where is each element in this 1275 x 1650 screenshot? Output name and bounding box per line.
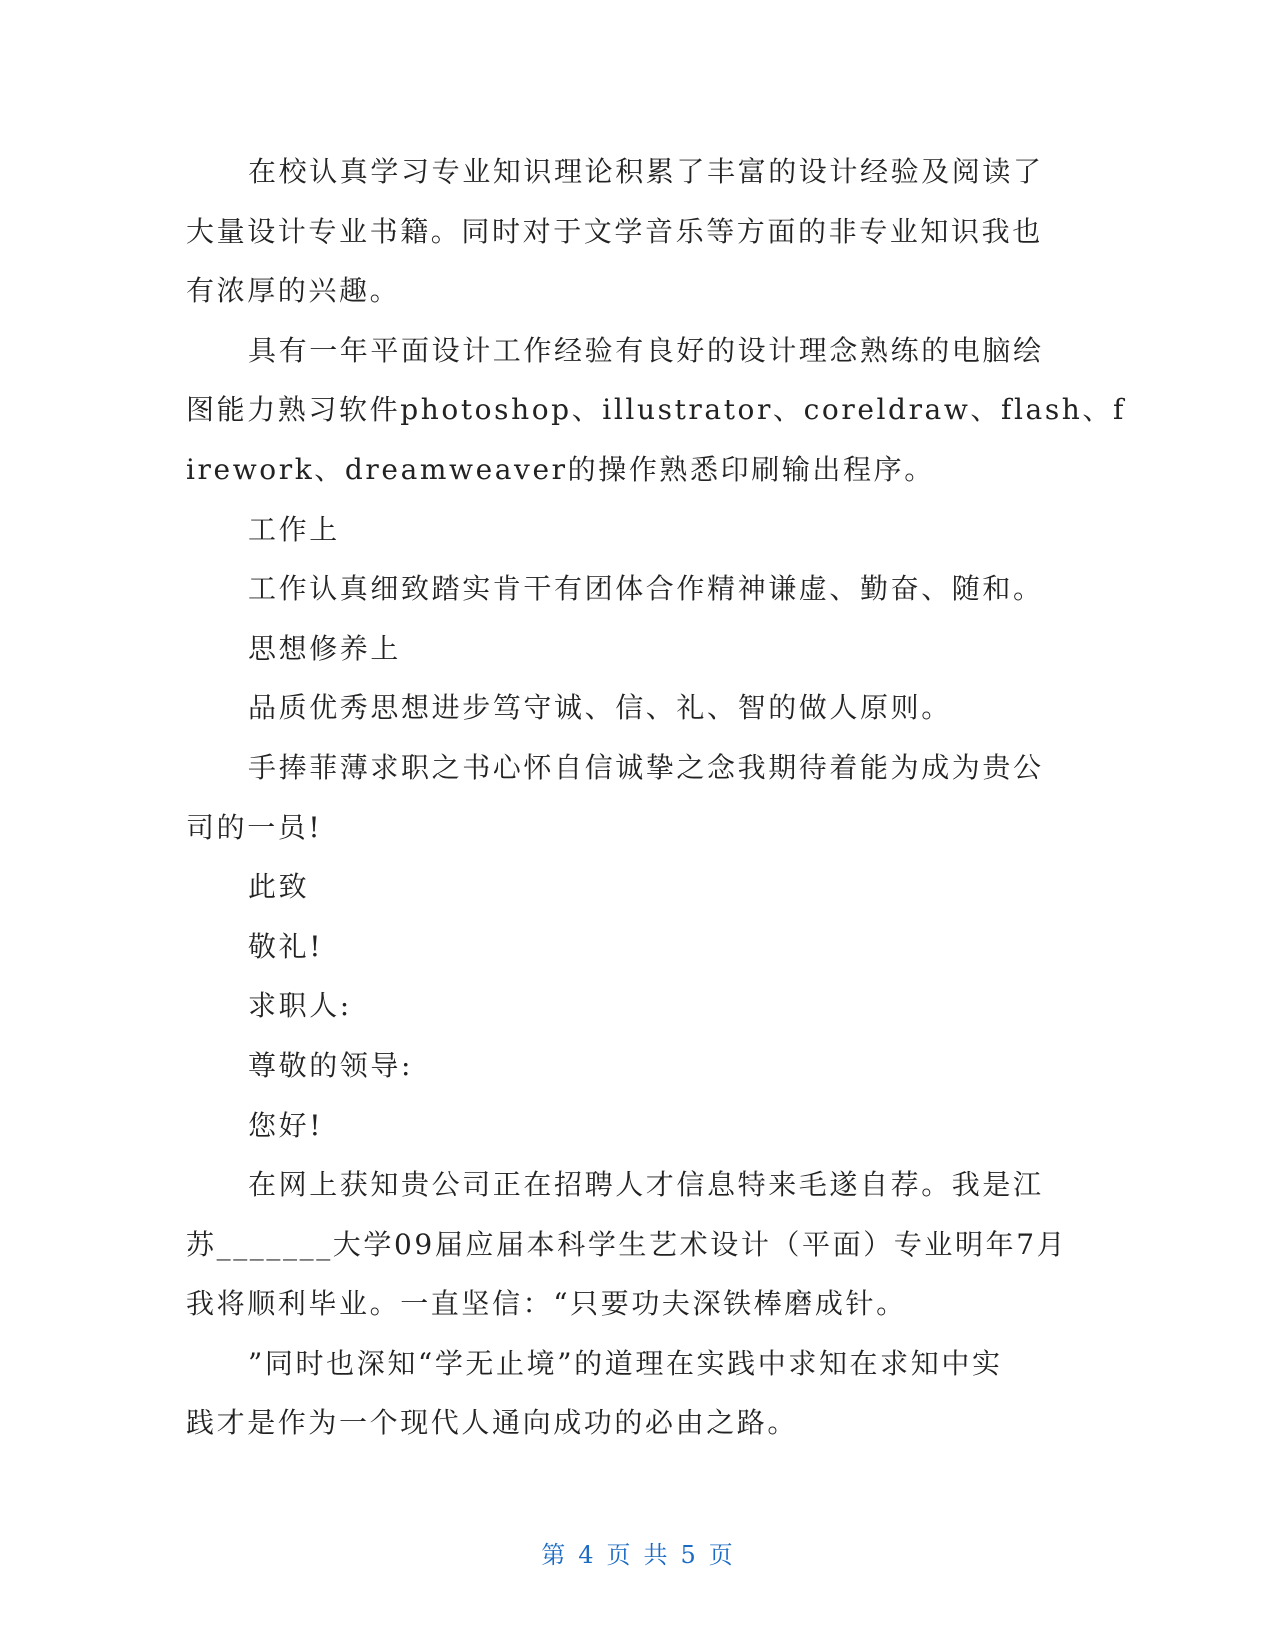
page-unit-label: 页 <box>606 1541 632 1569</box>
section-heading: 思想修养上 <box>248 631 402 665</box>
page-footer <box>0 1535 1275 1570</box>
total-unit-label: 页 <box>708 1541 734 1569</box>
paragraph-line: 践才是作为一个现代人通向成功的必由之路。 <box>186 1406 799 1440</box>
paragraph-line: 在网上获知贵公司正在招聘人才信息特来毛遂自荐。我是江 <box>248 1168 1044 1202</box>
paragraph-line: 图能力熟习软件photoshop、illustrator、coreldraw、flash、f <box>186 393 1126 427</box>
paragraph-line: irework、dreamweaver的操作熟悉印刷输出程序。 <box>186 452 935 486</box>
total-pages-number: 5 <box>680 1541 697 1569</box>
closing-line: 此致 <box>248 870 310 904</box>
paragraph-line: 在校认真学习专业知识理论积累了丰富的设计经验及阅读了 <box>248 155 1044 188</box>
paragraph-line: 手捧菲薄求职之书心怀自信诚挚之念我期待着能为成为贵公 <box>248 750 1044 784</box>
salutation-line: 尊敬的领导: <box>248 1048 414 1082</box>
total-label: 共 <box>643 1541 669 1569</box>
closing-line: 敬礼! <box>248 929 324 963</box>
paragraph-line: 苏_______大学09届应届本科学生艺术设计（平面）专业明年7月 <box>186 1227 1068 1261</box>
paragraph-line: ”同时也深知“学无止境”的道理在实践中求知在求知中实 <box>248 1346 1003 1380</box>
signature-line: 求职人: <box>248 989 352 1023</box>
paragraph-line: 品质优秀思想进步笃守诚、信、礼、智的做人原则。 <box>248 691 952 725</box>
page-label: 第 <box>541 1541 567 1569</box>
paragraph-line: 工作认真细致踏实肯干有团体合作精神谦虚、勤奋、随和。 <box>248 572 1044 606</box>
greeting-line: 您好! <box>248 1108 324 1142</box>
paragraph-line: 具有一年平面设计工作经验有良好的设计理念熟练的电脑绘 <box>248 333 1044 367</box>
current-page-number: 4 <box>578 1541 595 1569</box>
paragraph-line: 大量设计专业书籍。同时对于文学音乐等方面的非专业知识我也 <box>186 214 1043 248</box>
document-body <box>186 142 1126 1453</box>
section-heading: 工作上 <box>248 512 340 546</box>
paragraph-line: 司的一员! <box>186 810 323 844</box>
paragraph-line: 有浓厚的兴趣。 <box>186 274 401 308</box>
paragraph-line: 我将顺利毕业。一直坚信：“只要功夫深铁棒磨成针。 <box>186 1287 907 1321</box>
